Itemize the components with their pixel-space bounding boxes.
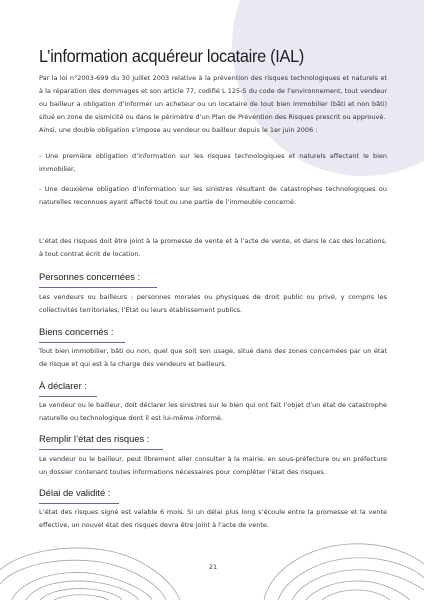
section-body-declare: Le vendeur ou le bailleur, doit déclarer les sinistres sur le bien qui ont fait l’objet d’un état de catastrophe naturelle ou technologique dont il est lui-même informé. — [39, 401, 387, 422]
section-underline — [39, 342, 125, 343]
section-heading-persons: Personnes concernées : — [39, 271, 141, 282]
section-body-validity: L’état des risques signé est valable 6 mois. Si un délai plus long s’écoule entre la promesse et la vente effective, un nouvel état des risques devra être joint à l’acte de vente. — [39, 508, 387, 529]
section-heading-validity: Délai de validité : — [39, 487, 111, 498]
section-heading-property: Biens concernés : — [39, 326, 114, 337]
intro-state-paragraph: L’état des risques doit être joint à la promesse de vente et à l’acte de vente, et dans le cas des locations, à tout contrat écrit de location. — [39, 237, 387, 258]
section-underline — [39, 449, 163, 450]
section-underline — [39, 503, 119, 504]
intro-law-paragraph: Par la loi n°2003-699 du 30 juillet 2003 relative à la prévention des risques technologiques et naturels et à la réparation des dommages et son article 77, codifié L 125-5 du code de l’environnement, tout vendeur ou bailleur a obligation d’informer un acheteur ou un locataire de tout bien immobilier (bâti et non bâti) situé en zone de sismicité ou dans le périmètre d’un Plan de Prévention des Risques prescrit ou approuvé. — [39, 74, 387, 121]
intro-double-obligation: Ainsi, une double obligation s’impose au vendeur ou bailleur depuis le 1er juin 2006 : — [39, 126, 318, 134]
section-underline — [39, 396, 97, 397]
section-body-property: Tout bien immobilier, bâti ou non, quel que soit son usage, situé dans des zones concernées par un état de risque et qui est à la charge des vendeurs et bailleurs. — [39, 347, 387, 368]
section-heading-declare: À déclarer : — [39, 380, 87, 391]
page-title: L’information acquéreur locataire (IAL) — [39, 46, 305, 66]
intro-first-obligation: - Une première obligation d’information sur les risques technologiques et naturels affectant le bien immobilier, — [39, 152, 387, 173]
section-body-persons: Les vendeurs ou bailleurs : personnes morales ou physiques de droit public ou privé, y compris les collectivités territoriales, l’Etat ou leurs établissement publics. — [39, 293, 387, 314]
intro-second-obligation: - Une deuxième obligation d’information sur les sinistres résultant de catastrophes technologiques ou naturelles reconnues ayant affecté tout ou une partie de l’immeuble concerné. — [39, 185, 387, 206]
page-number: 21 — [208, 563, 218, 571]
section-underline — [39, 287, 157, 288]
section-body-fill: Le vendeur ou le bailleur, peut librement aller consulter à la mairie, en sous-préfecture ou en préfecture un dossier contenant toutes informations nécessaires pour compléter l’état des risques. — [39, 455, 387, 476]
section-heading-fill: Remplir l’état des risques : — [39, 433, 150, 444]
